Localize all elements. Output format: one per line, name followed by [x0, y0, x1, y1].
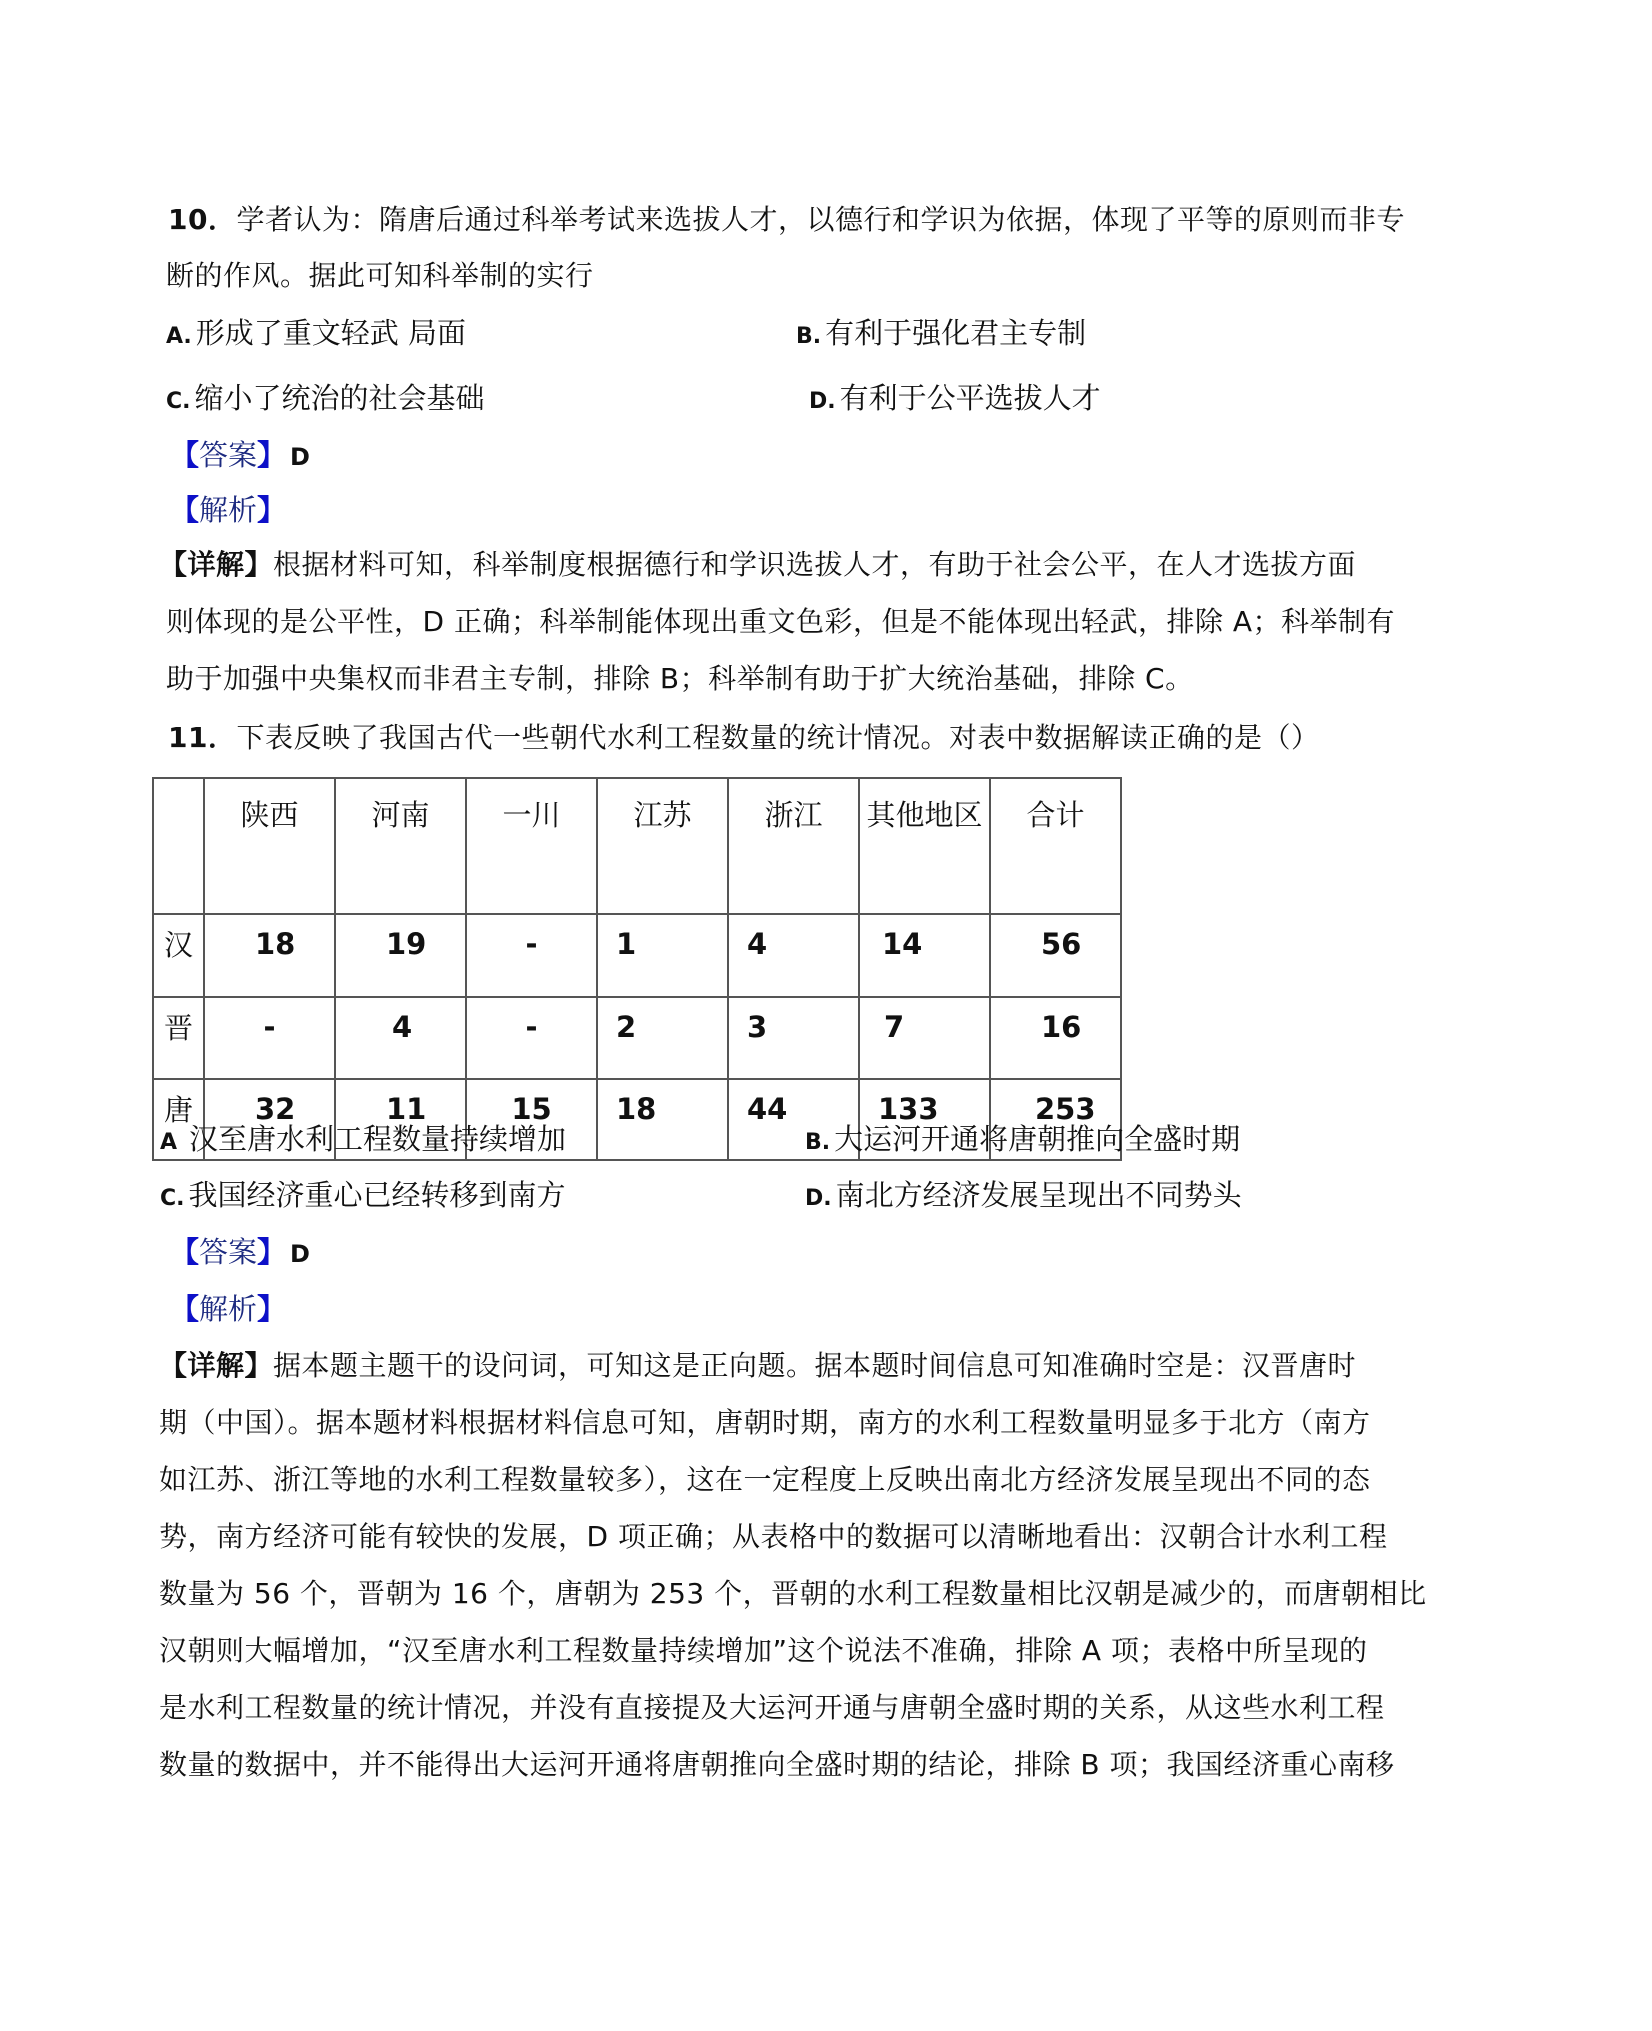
cell-value: 19 — [386, 927, 427, 961]
q10-detail-text-1: 根据材料可知，科举制度根据德行和学识选拔人才，有助于社会公平，在人才选拔方面 — [273, 548, 1357, 581]
cell-value: 11 — [386, 1092, 427, 1126]
q11-analysis-label: 解析 — [199, 1292, 258, 1326]
q10-stem-text-1: 学者认为：隋唐后通过科举考试来选拔人才，以德行和学识为依据，体现了平等的原则而非专 — [236, 203, 1405, 236]
q10-option-b-text: 有利于强化君主专制 — [825, 316, 1087, 350]
q11-option-c-letter: C. — [160, 1186, 185, 1211]
table-cell — [990, 914, 1121, 997]
row-label-text: 汉 — [163, 928, 193, 962]
q10-detail-line-2 — [166, 602, 1395, 642]
q10-option-d-letter: D. — [809, 389, 836, 414]
q10-analysis-label: 解析 — [199, 493, 258, 527]
q10-detail-line-3 — [166, 659, 1194, 699]
q10-option-a-letter: A. — [166, 324, 192, 349]
q10-option-c[interactable] — [166, 378, 485, 422]
table-header-cell: 其他地区 — [859, 778, 990, 914]
cell-value: 253 — [1035, 1092, 1096, 1126]
bracket-open: 【 — [170, 1292, 200, 1326]
cell-value: 7 — [884, 1010, 905, 1044]
table-header-cell: 陕西 — [204, 778, 335, 914]
q11-detail-line-3 — [159, 1460, 1371, 1500]
q11-detail-line-4 — [159, 1517, 1387, 1557]
q11-number: 11． — [168, 721, 237, 754]
q11-detail-text-8: 数量的数据中，并不能得出大运河开通将唐朝推向全盛时期的结论，排除 B 项；我国经济重心南移 — [159, 1748, 1395, 1781]
table-header-cell: 一川 — [466, 778, 597, 914]
bracket-close: 】 — [257, 493, 287, 527]
table-cell — [466, 914, 597, 997]
q10-detail-line-1 — [159, 545, 1356, 585]
table-cell — [335, 914, 466, 997]
table-cell — [597, 1079, 728, 1160]
q11-detail-line-8 — [159, 1745, 1395, 1785]
table-header-cell: 江苏 — [597, 778, 728, 914]
q11-answer-label: 答案 — [199, 1235, 258, 1269]
table-cell — [335, 997, 466, 1079]
q10-answer — [170, 435, 310, 477]
q11-option-d-letter: D. — [805, 1186, 832, 1211]
row-label-text: 唐 — [163, 1093, 193, 1127]
water-projects-table — [152, 777, 1122, 1161]
table-cell — [728, 914, 859, 997]
cell-value: 4 — [392, 1010, 413, 1044]
cell-value: 3 — [747, 1010, 768, 1044]
q11-detail-text-7: 是水利工程数量的统计情况，并没有直接提及大运河开通与唐朝全盛时期的关系，从这些水利工程 — [159, 1691, 1385, 1724]
table-header-row — [153, 778, 1121, 914]
table-header-cell: 浙江 — [728, 778, 859, 914]
q11-stem-text: 下表反映了我国古代一些朝代水利工程数量的统计情况。对表中数据解读正确的是（） — [236, 721, 1320, 754]
cell-value: 44 — [747, 1092, 788, 1126]
q11-option-c-text: 我国经济重心已经转移到南方 — [188, 1178, 566, 1212]
q10-detail-text-3: 助于加强中央集权而非君主专制，排除 B；科举制有助于扩大统治基础，排除 C。 — [166, 662, 1194, 695]
q11-option-d-text: 南北方经济发展呈现出不同势头 — [835, 1178, 1242, 1212]
table-row-label — [153, 997, 204, 1079]
table-row — [153, 997, 1121, 1079]
cell-value: 14 — [882, 927, 923, 961]
bracket-open: 【 — [170, 438, 200, 472]
bracket-close: 】 — [257, 1235, 287, 1269]
cell-value: - — [263, 1010, 276, 1044]
q11-option-a[interactable] — [160, 1119, 566, 1163]
q10-option-c-text: 缩小了统治的社会基础 — [194, 381, 485, 415]
cell-value: 32 — [255, 1092, 296, 1126]
q10-option-d-text: 有利于公平选拔人才 — [839, 381, 1101, 415]
table-cell — [204, 914, 335, 997]
q10-option-a-text: 形成了重文轻武 局面 — [195, 316, 467, 350]
q11-analysis-heading — [170, 1289, 286, 1329]
q11-option-c[interactable] — [160, 1175, 566, 1219]
q11-option-a-letter: A — [160, 1130, 178, 1155]
q11-answer-value: D — [290, 1240, 310, 1268]
q10-option-c-letter: C. — [166, 389, 191, 414]
bracket-open: 【 — [170, 1235, 200, 1269]
q11-detail-text-3: 如江苏、浙江等地的水利工程数量较多），这在一定程度上反映出南北方经济发展呈现出不同的态 — [159, 1463, 1371, 1496]
q11-detail-label: 【详解】 — [159, 1349, 274, 1382]
q11-detail-line-5 — [159, 1574, 1427, 1614]
table-cell — [204, 997, 335, 1079]
q11-option-d[interactable] — [805, 1175, 1242, 1219]
q10-detail-label: 【详解】 — [159, 548, 274, 581]
cell-value: 56 — [1041, 927, 1082, 961]
table-cell — [466, 997, 597, 1079]
q11-option-a-text: 汉至唐水利工程数量持续增加 — [189, 1122, 567, 1156]
q11-option-b-letter: B. — [805, 1130, 831, 1155]
table-cell — [597, 914, 728, 997]
table-cell — [728, 997, 859, 1079]
cell-value: 16 — [1041, 1010, 1082, 1044]
table-cell — [859, 997, 990, 1079]
cell-value: - — [525, 927, 538, 961]
q11-answer — [170, 1232, 310, 1274]
q11-stem — [168, 718, 1319, 758]
cell-value: 15 — [511, 1092, 552, 1126]
q10-stem-text-2: 断的作风。据此可知科举制的实行 — [166, 259, 594, 292]
table-header-cell: 河南 — [335, 778, 466, 914]
table-corner-cell — [153, 778, 204, 914]
cell-value: - — [525, 1010, 538, 1044]
q11-detail-text-2: 期（中国）。据本题材料根据材料信息可知，唐朝时期，南方的水利工程数量明显多于北方（南方 — [159, 1406, 1371, 1439]
bracket-open: 【 — [170, 493, 200, 527]
q10-detail-text-2: 则体现的是公平性，D 正确；科举制能体现出重文色彩，但是不能体现出轻武，排除 A；科举制有 — [166, 605, 1396, 638]
table-cell — [597, 997, 728, 1079]
q11-detail-text-6: 汉朝则大幅增加，“汉至唐水利工程数量持续增加”这个说法不准确，排除 A 项；表格中所呈现的 — [159, 1634, 1368, 1667]
cell-value: 133 — [878, 1092, 939, 1126]
q10-analysis-heading — [170, 490, 286, 530]
q10-option-d[interactable] — [809, 378, 1101, 422]
table-header-cell: 合计 — [990, 778, 1121, 914]
table-cell — [990, 997, 1121, 1079]
q11-detail-line-2 — [159, 1403, 1371, 1443]
q10-option-b[interactable] — [796, 313, 1086, 357]
q11-option-b-text: 大运河开通将唐朝推向全盛时期 — [834, 1122, 1241, 1156]
table-cell — [859, 914, 990, 997]
q11-option-b[interactable] — [805, 1119, 1240, 1163]
q11-detail-line-1 — [159, 1346, 1356, 1386]
cell-value: 4 — [747, 927, 768, 961]
cell-value: 2 — [616, 1010, 637, 1044]
cell-value: 18 — [616, 1092, 657, 1126]
cell-value: 1 — [616, 927, 637, 961]
q10-option-a[interactable] — [166, 313, 466, 357]
q11-detail-text-5: 数量为 56 个，晋朝为 16 个，唐朝为 253 个，晋朝的水利工程数量相比汉朝是减少的，而唐朝相比 — [159, 1577, 1427, 1610]
q10-number: 10． — [168, 203, 237, 236]
bracket-close: 】 — [257, 1292, 287, 1326]
q10-option-b-letter: B. — [796, 324, 822, 349]
table-row — [153, 914, 1121, 997]
q11-detail-line-7 — [159, 1688, 1385, 1728]
table-row-label — [153, 914, 204, 997]
q10-stem-line-1 — [168, 200, 1405, 240]
q11-detail-text-1: 据本题主题干的设问词，可知这是正向题。据本题时间信息可知准确时空是：汉晋唐时 — [273, 1349, 1357, 1382]
q10-answer-value: D — [290, 443, 310, 471]
bracket-close: 】 — [257, 438, 287, 472]
cell-value: 18 — [255, 927, 296, 961]
q10-stem-line-2 — [166, 256, 594, 296]
q11-detail-line-6 — [159, 1631, 1367, 1671]
q10-answer-label: 答案 — [199, 438, 258, 472]
row-label-text: 晋 — [163, 1011, 193, 1045]
q11-detail-text-4: 势，南方经济可能有较快的发展，D 项正确；从表格中的数据可以清晰地看出：汉朝合计水利工程 — [159, 1520, 1388, 1553]
